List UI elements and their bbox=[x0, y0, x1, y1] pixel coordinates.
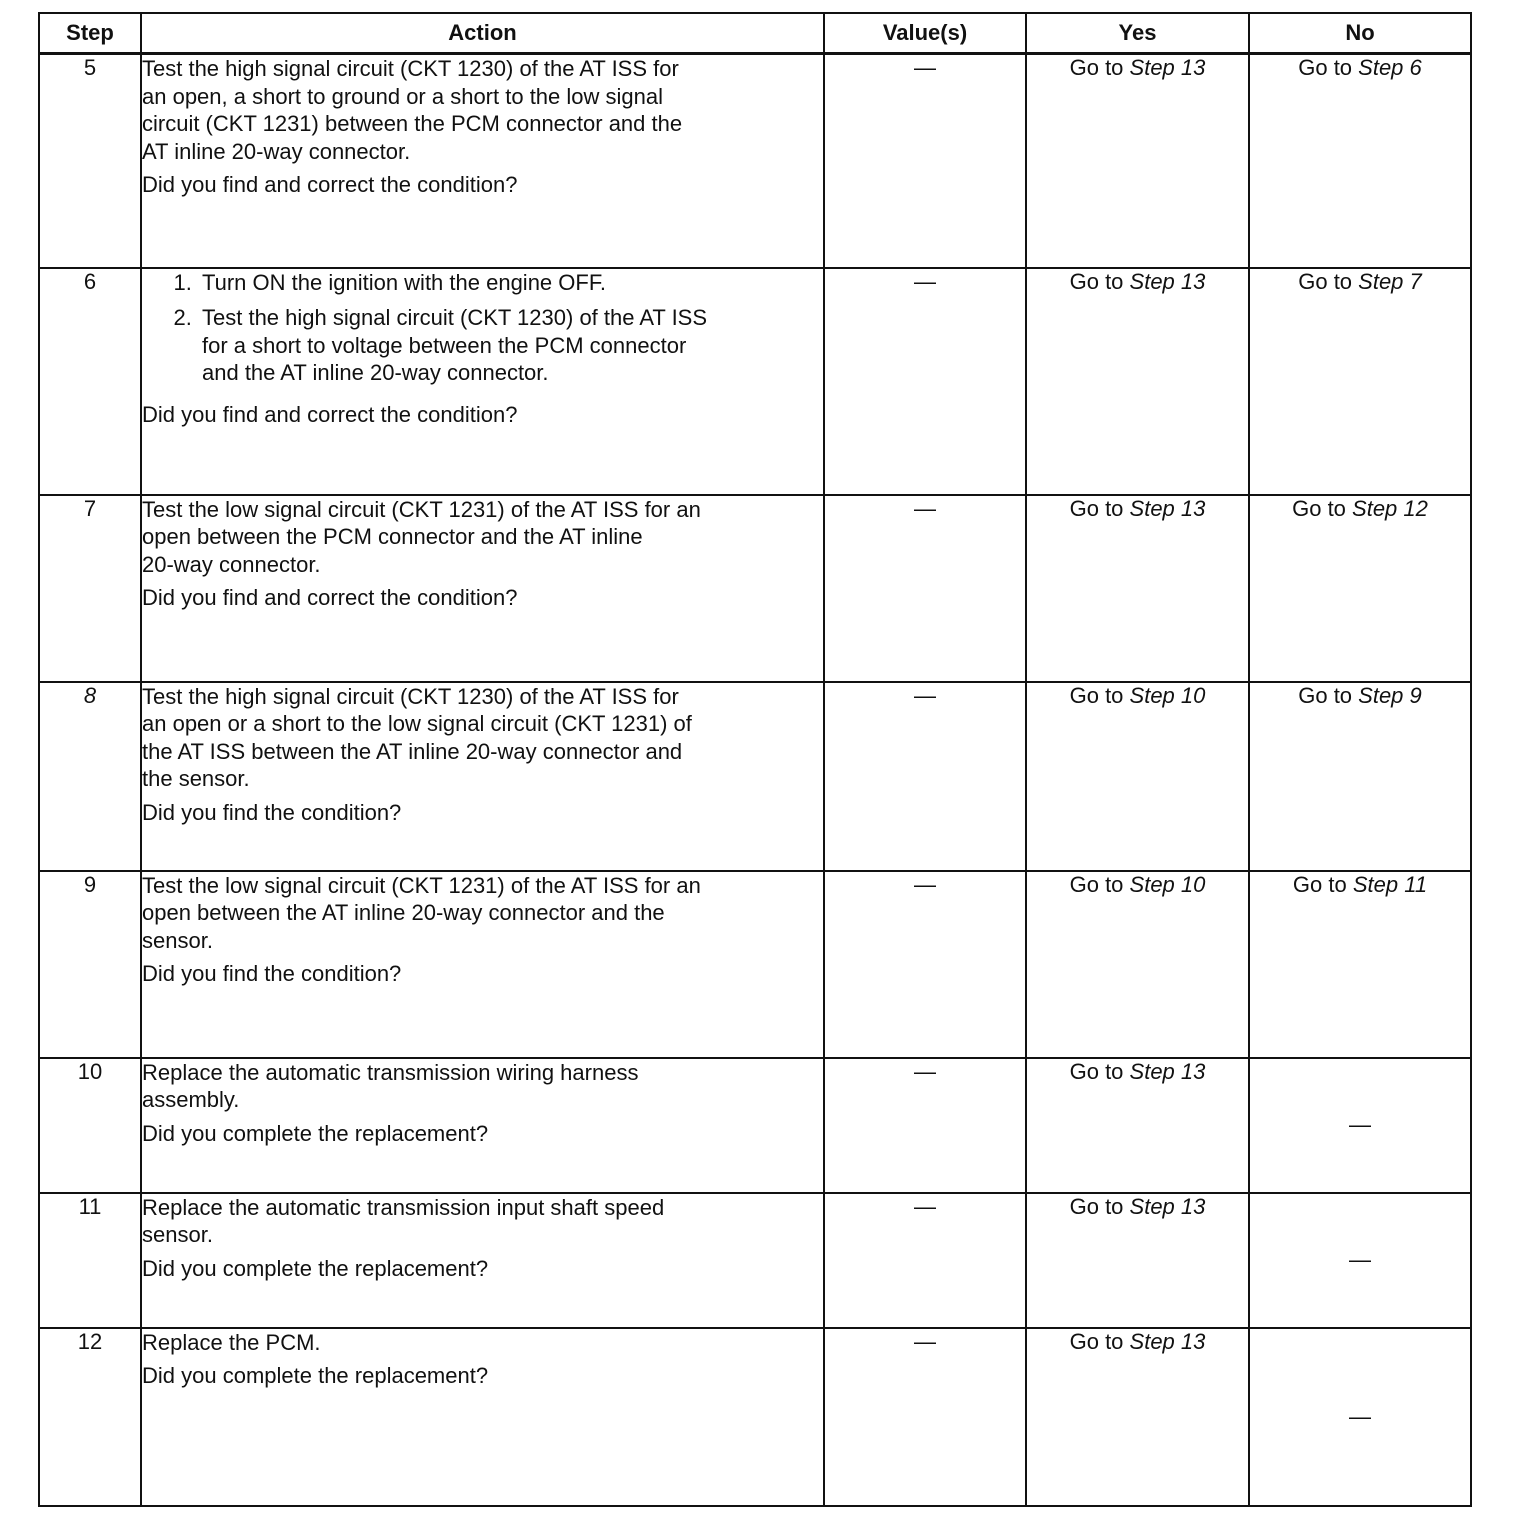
value-cell: — bbox=[824, 682, 1026, 871]
yes-cell bbox=[1026, 682, 1249, 871]
action-text: Replace the automatic transmission input shaft speed sensor. bbox=[142, 1194, 665, 1247]
diagnostic-table bbox=[38, 12, 1472, 1507]
action-cell bbox=[141, 682, 824, 871]
header-no: No bbox=[1249, 13, 1471, 54]
action-question: Did you find and correct the condition? bbox=[142, 401, 518, 427]
action-question: Did you find and correct the condition? bbox=[142, 585, 518, 610]
action-question: Did you complete the replacement? bbox=[142, 1120, 489, 1146]
yes-cell bbox=[1026, 495, 1249, 682]
action-question: Did you find the condition? bbox=[142, 961, 402, 986]
step-reference: Step 13 bbox=[1129, 268, 1206, 294]
action-question: Did you complete the replacement? bbox=[142, 1255, 489, 1281]
goto-prefix: Go to bbox=[1069, 495, 1130, 521]
action-cell bbox=[141, 495, 824, 682]
step-reference: Step 10 bbox=[1129, 871, 1206, 897]
yes-cell bbox=[1026, 268, 1249, 495]
action-cell bbox=[141, 1193, 824, 1328]
no-cell bbox=[1249, 682, 1471, 871]
step-reference: Step 9 bbox=[1358, 682, 1422, 708]
action-cell bbox=[141, 268, 824, 495]
header-yes: Yes bbox=[1026, 13, 1249, 54]
table-row-step-11 bbox=[39, 1193, 1471, 1328]
step-reference: Step 13 bbox=[1129, 1193, 1206, 1219]
goto-prefix: Go to bbox=[1292, 871, 1353, 897]
table-row-step-8 bbox=[39, 682, 1471, 871]
yes-cell bbox=[1026, 54, 1249, 268]
header-action: Action bbox=[141, 13, 824, 54]
action-steps-list bbox=[142, 269, 823, 395]
action-text: Test the low signal circuit (CKT 1231) of the AT ISS for an open between the AT inline 20-way connector and the sensor. bbox=[142, 872, 701, 953]
no-cell: — bbox=[1249, 1193, 1471, 1328]
action-text: Test the high signal circuit (CKT 1230) of the AT ISS for an open, a short to ground or a short to the low signal circuit (CKT 1231) between the PCM connector and the AT inline 20-way connector. bbox=[142, 56, 683, 164]
step-number: 9 bbox=[39, 871, 141, 1058]
step-number: 6 bbox=[39, 268, 141, 495]
no-cell: — bbox=[1249, 1058, 1471, 1193]
goto-prefix: Go to bbox=[1292, 495, 1353, 521]
value-cell: — bbox=[824, 871, 1026, 1058]
goto-prefix: Go to bbox=[1298, 682, 1359, 708]
header-step: Step bbox=[39, 13, 141, 54]
no-cell: — bbox=[1249, 1328, 1471, 1506]
table-row-step-12 bbox=[39, 1328, 1471, 1506]
goto-prefix: Go to bbox=[1069, 1193, 1130, 1219]
action-cell bbox=[141, 1328, 824, 1506]
yes-cell bbox=[1026, 1193, 1249, 1328]
table-row-step-7 bbox=[39, 495, 1471, 682]
value-cell: — bbox=[824, 1058, 1026, 1193]
action-question: Did you find the condition? bbox=[142, 799, 402, 825]
yes-cell bbox=[1026, 1328, 1249, 1506]
step-reference: Step 10 bbox=[1129, 682, 1206, 708]
value-cell: — bbox=[824, 1193, 1026, 1328]
goto-prefix: Go to bbox=[1298, 55, 1359, 80]
header-row bbox=[39, 13, 1471, 54]
step-number: 11 bbox=[39, 1193, 141, 1328]
step-reference: Step 6 bbox=[1358, 55, 1422, 80]
action-cell bbox=[141, 1058, 824, 1193]
goto-prefix: Go to bbox=[1069, 55, 1130, 80]
value-cell: — bbox=[824, 54, 1026, 268]
step-reference: Step 13 bbox=[1129, 1058, 1206, 1084]
no-cell bbox=[1249, 54, 1471, 268]
goto-prefix: Go to bbox=[1069, 268, 1130, 294]
step-reference: Step 12 bbox=[1352, 495, 1428, 521]
action-question: Did you complete the replacement? bbox=[142, 1363, 489, 1388]
table-row-step-5 bbox=[39, 54, 1471, 268]
yes-cell bbox=[1026, 871, 1249, 1058]
action-text: Replace the automatic transmission wiring harness assembly. bbox=[142, 1059, 639, 1112]
no-cell bbox=[1249, 871, 1471, 1058]
goto-prefix: Go to bbox=[1069, 682, 1130, 708]
value-cell: — bbox=[824, 495, 1026, 682]
goto-prefix: Go to bbox=[1298, 268, 1359, 294]
action-cell bbox=[141, 54, 824, 268]
step-number: 5 bbox=[39, 54, 141, 268]
action-question: Did you find and correct the condition? bbox=[142, 172, 518, 197]
step-number: 12 bbox=[39, 1328, 141, 1506]
value-cell: — bbox=[824, 1328, 1026, 1506]
goto-prefix: Go to bbox=[1069, 871, 1130, 897]
step-reference: Step 7 bbox=[1358, 268, 1422, 294]
goto-prefix: Go to bbox=[1069, 1058, 1130, 1084]
table-row-step-9 bbox=[39, 871, 1471, 1058]
no-cell bbox=[1249, 268, 1471, 495]
yes-cell bbox=[1026, 1058, 1249, 1193]
table-row-step-6 bbox=[39, 268, 1471, 495]
action-text: Test the high signal circuit (CKT 1230) of the AT ISS for an open or a short to the low signal circuit (CKT 1231) of the AT ISS between the AT inline 20-way connector and the sensor. bbox=[142, 683, 692, 791]
value-cell: — bbox=[824, 268, 1026, 495]
list-item: 2. Test the high signal circuit (CKT 1230) of the AT ISS for a short to voltage between the PCM connector and the AT inline 20-way connector. bbox=[198, 304, 823, 387]
step-reference: Step 11 bbox=[1352, 871, 1428, 897]
header-values: Value(s) bbox=[824, 13, 1026, 54]
no-cell bbox=[1249, 495, 1471, 682]
goto-prefix: Go to bbox=[1069, 1328, 1130, 1354]
step-number: 10 bbox=[39, 1058, 141, 1193]
table-row-step-10 bbox=[39, 1058, 1471, 1193]
step-number: 8 bbox=[39, 682, 141, 871]
list-item: 1. Turn ON the ignition with the engine OFF. bbox=[198, 269, 823, 297]
action-cell bbox=[141, 871, 824, 1058]
step-reference: Step 13 bbox=[1129, 55, 1206, 80]
action-text: Test the low signal circuit (CKT 1231) of the AT ISS for an open between the PCM connector and the AT inline 20-way connector. bbox=[142, 496, 701, 577]
action-text: Replace the PCM. bbox=[142, 1329, 321, 1355]
step-reference: Step 13 bbox=[1129, 1328, 1206, 1354]
step-number: 7 bbox=[39, 495, 141, 682]
step-reference: Step 13 bbox=[1129, 495, 1206, 521]
